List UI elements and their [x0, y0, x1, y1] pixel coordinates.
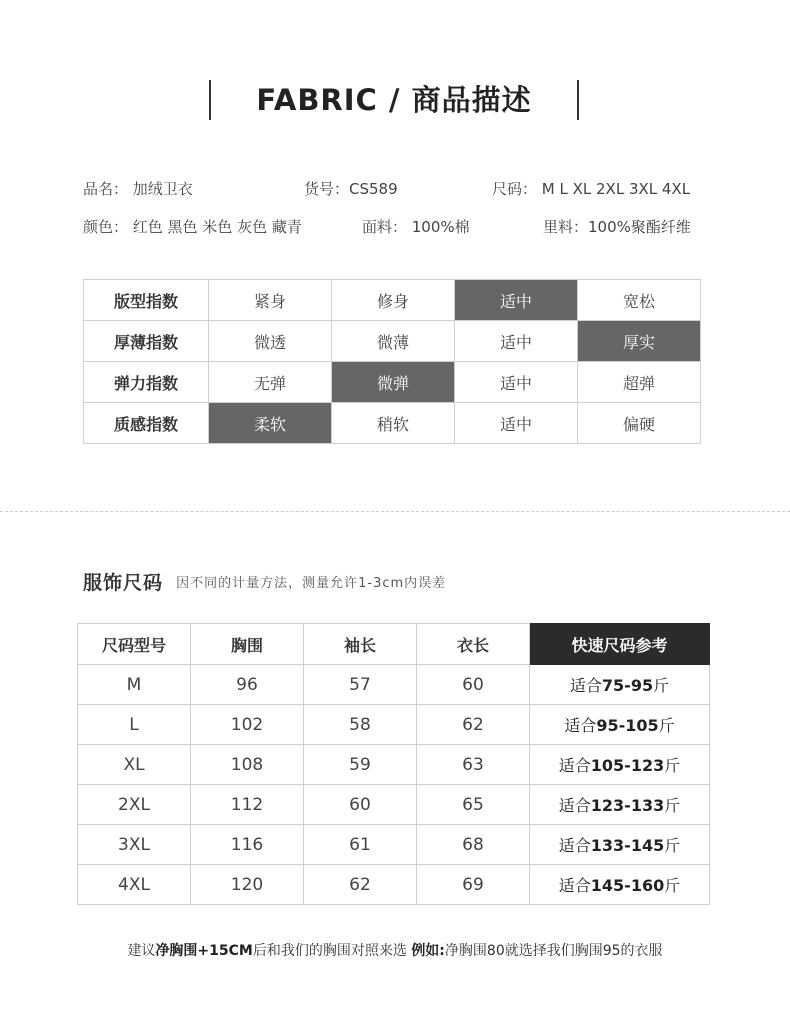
page-header: [0, 80, 790, 122]
chest-cell: 112: [191, 785, 304, 825]
fabric-index-option: 偏硬: [578, 403, 701, 444]
length-cell: 60: [417, 665, 530, 705]
reference-weight-range: 133-145: [590, 836, 665, 855]
reference-unit: 斤: [664, 876, 681, 895]
header-chest: 胸围: [191, 624, 304, 665]
size-chart-table: [77, 623, 710, 905]
fabric-index-option: 超弹: [578, 362, 701, 403]
quick-reference-cell: [530, 825, 710, 865]
size-cell: M: [78, 665, 191, 705]
reference-prefix: 适合: [558, 876, 591, 895]
fabric-index-option: 宽松: [578, 280, 701, 321]
sleeve-cell: 62: [304, 865, 417, 905]
size-chart-row: [78, 665, 710, 705]
section-divider: [0, 511, 790, 512]
header-quick-reference: 快速尺码参考: [530, 624, 710, 665]
size-cell: XL: [78, 745, 191, 785]
reference-prefix: 适合: [558, 796, 591, 815]
fabric-index-option: 紧身: [209, 280, 332, 321]
size-cell: 4XL: [78, 865, 191, 905]
quick-reference-cell: [530, 785, 710, 825]
reference-unit: 斤: [653, 676, 670, 695]
size-chart-row: [78, 785, 710, 825]
length-cell: 62: [417, 705, 530, 745]
chest-cell: 96: [191, 665, 304, 705]
size-section-header: [83, 568, 446, 598]
reference-weight-range: 145-160: [590, 876, 665, 895]
product-colors: 颜色： 红色 黑色 米色 灰色 藏青: [83, 218, 302, 236]
sleeve-cell: 61: [304, 825, 417, 865]
fabric-index-row: [84, 321, 701, 362]
sizing-advice: [0, 940, 790, 960]
length-cell: 69: [417, 865, 530, 905]
reference-unit: 斤: [658, 716, 675, 735]
header-length: 衣长: [417, 624, 530, 665]
size-cell: 3XL: [78, 825, 191, 865]
product-sku: 货号：CS589: [304, 180, 398, 198]
reference-prefix: 适合: [558, 756, 591, 775]
fabric-index-option: 无弹: [209, 362, 332, 403]
fabric-index-label: 质感指数: [84, 403, 209, 444]
sleeve-cell: 60: [304, 785, 417, 825]
size-chart-row: [78, 705, 710, 745]
product-name: 品名： 加绒卫衣: [83, 180, 193, 198]
reference-unit: 斤: [664, 836, 681, 855]
quick-reference-cell: [530, 865, 710, 905]
size-chart-row: [78, 825, 710, 865]
title-divider-right: [577, 80, 579, 120]
reference-unit: 斤: [664, 756, 681, 775]
size-chart-row: [78, 745, 710, 785]
quick-reference-cell: [530, 705, 710, 745]
advice-part-3: 后和我们的胸围对照来选: [252, 943, 412, 959]
sleeve-cell: 58: [304, 705, 417, 745]
size-chart-header-row: [78, 624, 710, 665]
reference-weight-range: 95-105: [596, 716, 659, 735]
length-cell: 63: [417, 745, 530, 785]
fabric-index-row: [84, 362, 701, 403]
header-size: 尺码型号: [78, 624, 191, 665]
sleeve-cell: 59: [304, 745, 417, 785]
quick-reference-cell: [530, 665, 710, 705]
fabric-index-option-selected: 厚实: [578, 321, 701, 362]
chest-cell: 116: [191, 825, 304, 865]
advice-highlight-net-chest: 净胸围+15CM: [155, 943, 253, 959]
fabric-index-option: 适中: [455, 403, 578, 444]
reference-weight-range: 75-95: [601, 676, 654, 695]
product-sizes: 尺码： M L XL 2XL 3XL 4XL: [492, 180, 691, 198]
chest-cell: 102: [191, 705, 304, 745]
fabric-index-label: 弹力指数: [84, 362, 209, 403]
product-info-row-1: [0, 178, 790, 200]
advice-example-label: 例如:: [411, 943, 445, 959]
size-section-title: 服饰尺码: [83, 572, 164, 594]
fabric-index-label: 版型指数: [84, 280, 209, 321]
fabric-index-option: 适中: [455, 362, 578, 403]
fabric-index-option: 微薄: [332, 321, 455, 362]
chest-cell: 120: [191, 865, 304, 905]
fabric-index-option-selected: 柔软: [209, 403, 332, 444]
sleeve-cell: 57: [304, 665, 417, 705]
fabric-index-label: 厚薄指数: [84, 321, 209, 362]
product-fabric: 面料： 100%棉: [362, 218, 470, 236]
advice-part-1: 建议: [127, 943, 156, 959]
fabric-index-option: 微透: [209, 321, 332, 362]
reference-prefix: 适合: [558, 836, 591, 855]
reference-weight-range: 123-133: [590, 796, 665, 815]
product-lining: 里料：100%聚酯纤维: [543, 218, 691, 236]
size-cell: 2XL: [78, 785, 191, 825]
fabric-index-option-selected: 微弹: [332, 362, 455, 403]
header-sleeve: 袖长: [304, 624, 417, 665]
fabric-index-option: 稍软: [332, 403, 455, 444]
quick-reference-cell: [530, 745, 710, 785]
reference-unit: 斤: [664, 796, 681, 815]
chest-cell: 108: [191, 745, 304, 785]
advice-example-text: 净胸围80就选择我们胸围95的衣服: [444, 943, 663, 959]
size-cell: L: [78, 705, 191, 745]
length-cell: 68: [417, 825, 530, 865]
reference-prefix: 适合: [569, 676, 602, 695]
size-section-note: 因不同的计量方法，测量允许1-3cm内误差: [176, 576, 447, 591]
size-chart-row: [78, 865, 710, 905]
fabric-index-option-selected: 适中: [455, 280, 578, 321]
fabric-index-option: 适中: [455, 321, 578, 362]
reference-prefix: 适合: [564, 716, 597, 735]
fabric-index-option: 修身: [332, 280, 455, 321]
reference-weight-range: 105-123: [590, 756, 665, 775]
product-info-row-2: [0, 216, 790, 238]
fabric-index-row: [84, 403, 701, 444]
fabric-index-row: [84, 280, 701, 321]
fabric-index-table: [83, 279, 701, 444]
page-title: FABRIC / 商品描述: [256, 83, 532, 117]
length-cell: 65: [417, 785, 530, 825]
